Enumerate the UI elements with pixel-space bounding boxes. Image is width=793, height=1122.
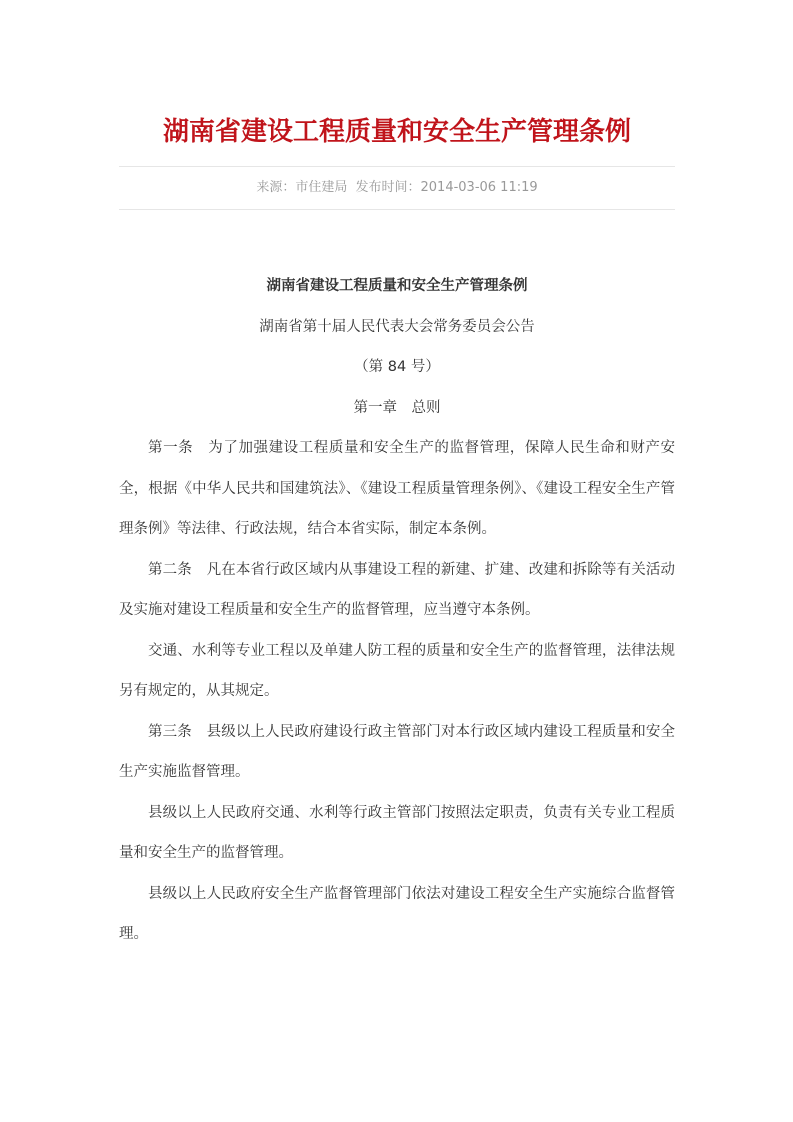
article-title: 湖南省建设工程质量和安全生产管理条例: [162, 117, 631, 147]
document-number: （第 84 号）: [354, 359, 440, 375]
article-source: 来源：市住建局: [256, 180, 348, 195]
meta-divider: [119, 209, 675, 210]
paragraph: 第三条 县级以上人民政府建设行政主管部门对本行政区域内建设工程质量和安全生产实施监督管理。: [119, 723, 675, 780]
paragraph: 第二条 凡在本省行政区域内从事建设工程的新建、扩建、改建和拆除等有关活动及实施对建设工程质量和安全生产的监督管理，应当遵守本条例。: [119, 561, 675, 618]
document-issuer: 湖南省第十届人民代表大会常务委员会公告: [259, 318, 535, 335]
paragraph: 县级以上人民政府安全生产监督管理部门依法对建设工程安全生产实施综合监督管理。: [119, 885, 675, 942]
article-content: [119, 266, 675, 955]
document-title: 湖南省建设工程质量和安全生产管理条例: [266, 278, 528, 294]
chapter-heading: 第一章 总则: [353, 399, 441, 416]
paragraph: 县级以上人民政府交通、水利等行政主管部门按照法定职责，负责有关专业工程质量和安全生产的监督管理。: [119, 804, 675, 861]
title-divider: [119, 166, 675, 167]
paragraph: 交通、水利等专业工程以及单建人防工程的质量和安全生产的监督管理，法律法规另有规定的，从其规定。: [119, 642, 675, 699]
article-publish-time: 发布时间：2014-03-06 11:19: [355, 180, 538, 195]
paragraph: 第一条 为了加强建设工程质量和安全生产的监督管理，保障人民生命和财产安全，根据《中华人民共和国建筑法》、《建设工程质量管理条例》、《建设工程安全生产管理条例》等法律、行政法规，结合本省实际，制定本条例。: [119, 440, 675, 537]
article-meta: [119, 178, 675, 198]
